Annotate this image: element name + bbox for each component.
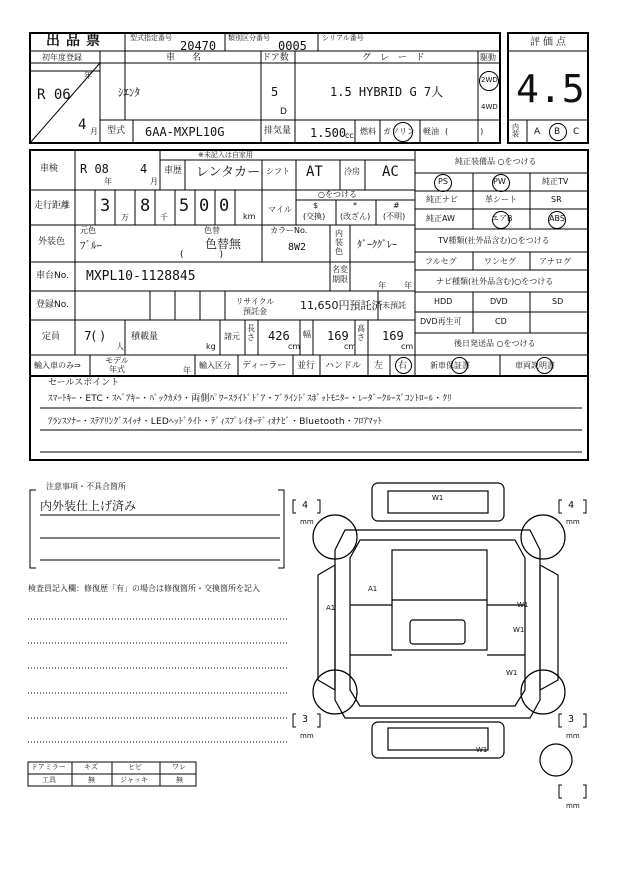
- designation-label: 型式指定番号: [130, 34, 172, 42]
- inspector-label: 検査員記入欄：修復歴「有」の場合は修復箇所・交換箇所を記入: [28, 584, 260, 593]
- equipment-navi: 純正ナビ: [426, 195, 458, 204]
- tv-title: TV種類(社外品含む)○をつける: [438, 236, 550, 245]
- handle-right-circle: [395, 357, 412, 374]
- navi-dvd: DVD: [490, 297, 508, 306]
- fuel-label: 燃料: [360, 127, 376, 136]
- legend-jack: ジャッキ: [120, 776, 148, 784]
- mileage-km: km: [243, 212, 256, 221]
- tire-front-right-depth: 4: [568, 500, 575, 511]
- interior-grade-b-circle: [549, 123, 567, 141]
- first-reg-month-label: 月: [90, 127, 98, 136]
- drive-2wd: 2WD: [481, 76, 498, 84]
- recycle-unpaid: 未預託: [382, 301, 406, 310]
- doors-value: 5: [271, 85, 279, 99]
- equipment-pw: PW: [493, 177, 506, 186]
- legend-jack-value: 無: [176, 776, 183, 784]
- damage-mark-front-left: A1: [368, 585, 378, 593]
- import-category-label: 輸入区分: [199, 361, 231, 370]
- mileage-digit-5: 0: [219, 196, 230, 216]
- fuel-gasoline: ガソリン: [383, 127, 415, 136]
- chassis-label: 車台No.: [36, 271, 69, 281]
- score-value: 4.5: [516, 67, 585, 111]
- height-unit: cm: [401, 342, 414, 351]
- history-label: 車歴: [164, 166, 183, 176]
- displacement-value: 1.500: [310, 126, 347, 140]
- doors-label: ドア数: [262, 53, 289, 63]
- drive-4wd: 4WD: [481, 103, 498, 111]
- handle-left: 左: [374, 361, 384, 371]
- import-parallel: 並行: [297, 361, 316, 371]
- length-value: 426: [268, 329, 290, 343]
- model-label: 型式: [107, 126, 126, 136]
- ac-label: 冷房: [344, 167, 360, 176]
- notes-label: 注意事項・不具合箇所: [46, 482, 126, 491]
- inspection-year-label: 年: [104, 177, 112, 186]
- displacement-unit: cc: [345, 131, 354, 140]
- interior-grade-b: B: [554, 127, 561, 137]
- fuel-light-oil: 軽油: [423, 127, 439, 136]
- navi-cd: CD: [495, 317, 507, 326]
- sales-point-line-2: ｱﾗﾝｽｿﾅｰ・ｽﾃｱﾘﾝｸﾞｽｲｯﾁ・LEDﾍｯﾄﾞﾗｲﾄ・ﾃﾞｨｽﾌﾟﾚｲｵｰﾃﾞｨｵﾅﾋﾞ・Bluetooth・ﾌﾛｱﾏｯﾄ: [48, 417, 383, 427]
- damage-mark-left-side: A1: [326, 604, 336, 612]
- shift-value: AT: [306, 164, 323, 180]
- fuel-gasoline-circle: [393, 122, 413, 142]
- damage-mark-right-front: W1: [517, 601, 529, 609]
- equipment-aw: 純正AW: [426, 214, 455, 223]
- import-label: 輸入車のみ⇒: [34, 361, 81, 370]
- tire-rear-left-unit: mm: [300, 732, 314, 740]
- sales-point-line-1: ｽﾏｰﾄｷｰ・ETC・ｽﾍﾟｱｷｰ・ﾊﾞｯｸｶﾒﾗ・両側ﾊﾟﾜｰｽﾗｲﾄﾞﾄﾞｱ・ﾌﾞﾗｲﾝﾄﾞｽﾎﾟｯﾄﾓﾆﾀｰ・ﾚｰﾀﾞｰｸﾙｰｽﾞｺﾝﾄﾛｰﾙ・ｸﾘ: [48, 394, 452, 404]
- capacity-label: 定員: [42, 332, 61, 342]
- exchange-label: (交換): [303, 212, 326, 221]
- grade-label: グ レ ー ド: [362, 53, 428, 63]
- length-label: 長さ: [247, 324, 255, 342]
- category-value: 0005: [278, 39, 307, 53]
- damage-mark-right-rear: W1: [506, 669, 518, 677]
- color-change-value: 色替無: [205, 237, 242, 251]
- equipment-pw-circle: [492, 174, 510, 192]
- serial-label: シリアル番号: [322, 34, 364, 42]
- unknown-symbol: #: [393, 201, 400, 210]
- model-value: 6AA-MXPL10G: [145, 125, 225, 139]
- original-color-label: 元色: [80, 226, 96, 235]
- navi-sd: SD: [552, 297, 564, 306]
- later-manual: 車両説明書: [515, 361, 555, 370]
- color-change-paren: ( ): [180, 250, 224, 260]
- tire-front-left-depth: 4: [302, 500, 309, 511]
- exchange-symbol: $: [313, 201, 319, 210]
- tire-rear-right-unit: mm: [566, 732, 580, 740]
- tire-rear-right-depth: 3: [568, 714, 575, 725]
- first-reg-year-label: 年: [84, 71, 92, 80]
- recycle-label: リサイクル預託金: [235, 297, 275, 316]
- later-title: 後日発送品 ○をつける: [454, 339, 536, 348]
- fuel-paren: ( ): [445, 127, 484, 136]
- later-manual-circle: [536, 357, 553, 374]
- mileage-sen: 千: [160, 213, 168, 222]
- sales-point-label: セールスポイント: [48, 378, 120, 388]
- inspection-month: 4: [140, 162, 148, 176]
- legend-break: ワレ: [172, 763, 186, 771]
- tamper-label: (改ざん): [340, 212, 371, 221]
- tv-fullseg: フルセグ: [425, 257, 457, 266]
- equipment-tv: 純正TV: [542, 177, 569, 186]
- legend-scratch: キズ: [84, 763, 98, 771]
- recycle-value: 11,650円預託済: [300, 299, 383, 312]
- legend-crack: ヒビ: [128, 763, 142, 771]
- category-label: 類別区分番号: [228, 34, 270, 42]
- height-value: 169: [382, 329, 404, 343]
- shift-label: シフト: [266, 167, 290, 176]
- width-unit: cm: [344, 342, 357, 351]
- legend-door-mirror: ドアミラー: [31, 763, 66, 771]
- mile-label: マイル: [268, 205, 292, 214]
- mileage-digit-3: 5: [179, 196, 190, 216]
- navi-title: ナビ種類(社外品含む)○をつける: [436, 277, 554, 286]
- registration-label: 登録No.: [36, 300, 69, 310]
- interior-grade-c: C: [573, 127, 580, 137]
- color-number-value: 8W2: [288, 242, 307, 253]
- score-label: 評価点: [530, 37, 569, 48]
- tv-oneseg: ワンセグ: [484, 257, 516, 266]
- inspection-value: R 08: [80, 162, 109, 176]
- doors-suffix: D: [280, 107, 287, 117]
- history-value: レンタカー: [196, 165, 261, 180]
- tamper-symbol: *: [353, 201, 357, 210]
- inspection-month-label: 月: [150, 177, 158, 186]
- name-change-year: 年: [378, 281, 386, 290]
- capacity-unit: 人: [116, 342, 124, 351]
- mileage-digit-2: 8: [140, 196, 151, 216]
- grade-value: 1.5 HYBRID G 7人: [330, 85, 444, 99]
- color-label: 外装色: [38, 237, 66, 247]
- navi-hdd: HDD: [434, 297, 453, 306]
- model-year-label: モデル年式: [105, 356, 129, 375]
- damage-mark-right-mid: W1: [513, 626, 525, 634]
- length-unit: cm: [288, 342, 301, 351]
- color-change-label: 色替: [204, 226, 220, 235]
- handle-right: 右: [398, 361, 408, 371]
- first-reg-month: 4: [78, 117, 87, 133]
- mileage-man: 万: [121, 213, 129, 222]
- ac-value: AC: [382, 164, 399, 180]
- interior-color-value: ﾀﾞｰｸｸﾞﾚｰ: [357, 240, 397, 251]
- tire-front-left-unit: mm: [300, 518, 314, 526]
- name-change-day: 年: [404, 281, 412, 290]
- first-reg-label: 初年度登録: [42, 53, 82, 62]
- equipment-leather: 革シート: [485, 195, 517, 204]
- interior-color-label: 内装色: [335, 229, 343, 256]
- tire-spare-unit: mm: [566, 802, 580, 810]
- dimensions-label: 諸元: [224, 332, 240, 341]
- form-title: 出品票: [46, 33, 106, 49]
- later-warranty: 新車保証書: [430, 361, 470, 370]
- tire-front-right-unit: mm: [566, 518, 580, 526]
- car-name: ｼｴﾝﾀ: [118, 86, 140, 99]
- equipment-abs: ABS: [549, 214, 565, 223]
- equipment-ps-circle: [434, 174, 452, 192]
- capacity-value: 7( ): [84, 329, 105, 343]
- chassis-value: MXPL10-1128845: [86, 269, 196, 284]
- first-reg-year: R 06: [37, 87, 71, 103]
- tire-rear-left-depth: 3: [302, 714, 309, 725]
- mileage-label: 走行距離: [34, 201, 71, 211]
- unknown-label: (不明): [383, 212, 406, 221]
- load-unit: kg: [206, 342, 216, 351]
- drive-label: 駆動: [480, 53, 496, 62]
- displacement-label: 排気量: [264, 126, 292, 136]
- drive-2wd-circle: [479, 71, 499, 91]
- damage-mark-rear: W1: [476, 746, 488, 754]
- import-dealer: ディーラー: [242, 361, 287, 371]
- name-change-label: 名変期限: [332, 265, 348, 285]
- height-label: 高さ: [357, 324, 365, 342]
- width-value: 169: [327, 329, 349, 343]
- equipment-airbag: エアB: [491, 214, 513, 223]
- load-label: 積載量: [131, 332, 159, 342]
- equipment-sr: SR: [551, 195, 562, 204]
- color-number-label: カラーNo.: [270, 226, 308, 235]
- notes-text: 内外装仕上げ済み: [40, 499, 137, 513]
- mileage-digit-4: 0: [199, 196, 210, 216]
- circle-note: ○をつける: [318, 190, 357, 199]
- inspection-label: 車検: [40, 164, 59, 174]
- navi-dvd-play: DVD再生可: [420, 317, 462, 326]
- equipment-ps: PS: [438, 177, 448, 186]
- equipment-abs-circle: [548, 211, 566, 229]
- width-label: 幅: [303, 330, 311, 339]
- mileage-digit-1: 3: [100, 196, 111, 216]
- car-name-label: 車 名: [166, 53, 206, 63]
- equipment-title: 純正装備品 ○をつける: [455, 157, 537, 166]
- equipment-airbag-circle: [492, 211, 510, 229]
- interior-grade-a: A: [534, 127, 541, 137]
- designation-value: 20470: [180, 39, 217, 53]
- later-warranty-circle: [451, 357, 468, 374]
- original-color-value: ﾌﾞﾙｰ: [80, 239, 102, 252]
- legend-tools: 工具: [42, 776, 56, 784]
- handle-label: ハンドル: [325, 361, 362, 371]
- history-note: ※未記入は自家用: [198, 151, 253, 159]
- legend-tools-value: 無: [88, 776, 95, 784]
- interior-grade-label: 内装: [512, 123, 519, 138]
- damage-mark-hood: W1: [432, 494, 444, 502]
- tv-analog: アナログ: [539, 257, 571, 266]
- model-year-unit: 年: [183, 366, 191, 375]
